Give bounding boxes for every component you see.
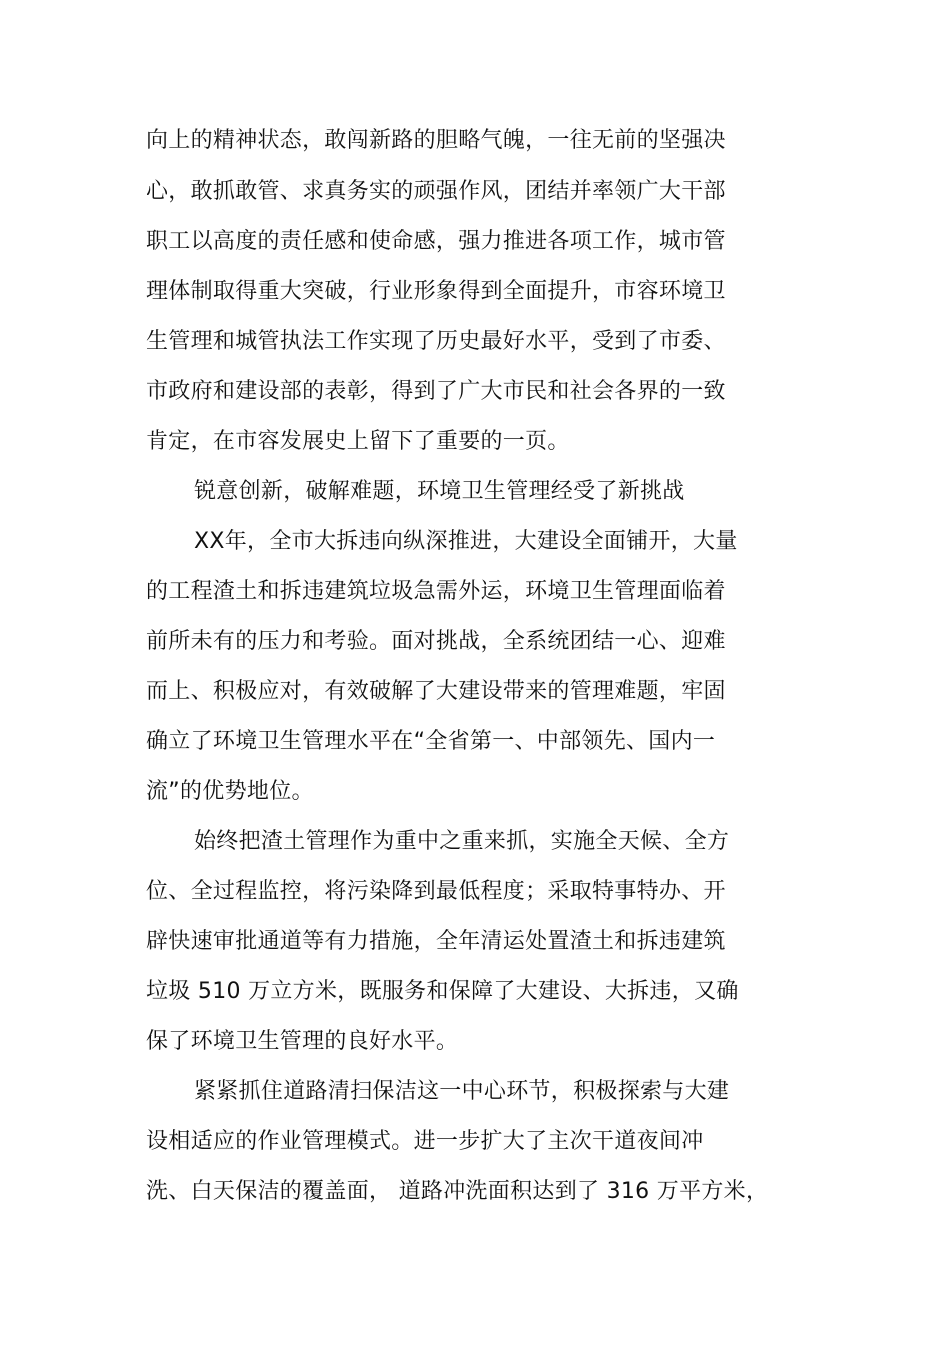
body-text-line: 位、全过程监控，将污染降到最低程度；采取特事特办、开 xyxy=(146,879,726,904)
body-text-line: 洗、白天保洁的覆盖面， 道路冲洗面积达到了 316 万平方米， xyxy=(146,1179,769,1204)
body-text-line: 紧紧抓住道路清扫保洁这一中心环节，积极探索与大建 xyxy=(194,1079,730,1104)
section-heading: 锐意创新，破解难题，环境卫生管理经受了新挑战 xyxy=(194,479,685,504)
body-text-line: 向上的精神状态，敢闯新路的胆略气魄，一往无前的坚强决 xyxy=(146,128,726,153)
body-text-line: 职工以高度的责任感和使命感，强力推进各项工作，城市管 xyxy=(146,229,726,254)
body-text-line: 设相适应的作业管理模式。进一步扩大了主次干道夜间冲 xyxy=(146,1129,704,1154)
body-text-line: 生管理和城管执法工作实现了历史最好水平，受到了市委、 xyxy=(146,329,726,354)
body-text-line: 前所未有的压力和考验。面对挑战，全系统团结一心、迎难 xyxy=(146,629,726,654)
body-text-line: XX年，全市大拆违向纵深推进，大建设全面铺开，大量 xyxy=(194,529,738,554)
body-text-line: 流”的优势地位。 xyxy=(146,779,314,804)
body-text-line: 的工程渣土和拆违建筑垃圾急需外运，环境卫生管理面临着 xyxy=(146,579,726,604)
body-text-line: 而上、积极应对，有效破解了大建设带来的管理难题，牢固 xyxy=(146,679,726,704)
body-text-line: 保了环境卫生管理的良好水平。 xyxy=(146,1029,459,1054)
body-text-line: 垃圾 510 万立方米，既服务和保障了大建设、大拆违，又确 xyxy=(146,979,739,1004)
body-text-line: 市政府和建设部的表彰，得到了广大市民和社会各界的一致 xyxy=(146,379,726,404)
body-text-line: 理体制取得重大突破，行业形象得到全面提升，市容环境卫 xyxy=(146,279,726,304)
body-text-line: 心，敢抓敢管、求真务实的顽强作风，团结并率领广大干部 xyxy=(146,179,726,204)
body-text-line: 肯定，在市容发展史上留下了重要的一页。 xyxy=(146,429,570,454)
body-text-line: 确立了环境卫生管理水平在“全省第一、中部领先、国内一 xyxy=(146,729,716,754)
body-text-line: 始终把渣土管理作为重中之重来抓，实施全天候、全方 xyxy=(194,829,730,854)
body-text-line: 辟快速审批通道等有力措施，全年清运处置渣土和拆违建筑 xyxy=(146,929,726,954)
